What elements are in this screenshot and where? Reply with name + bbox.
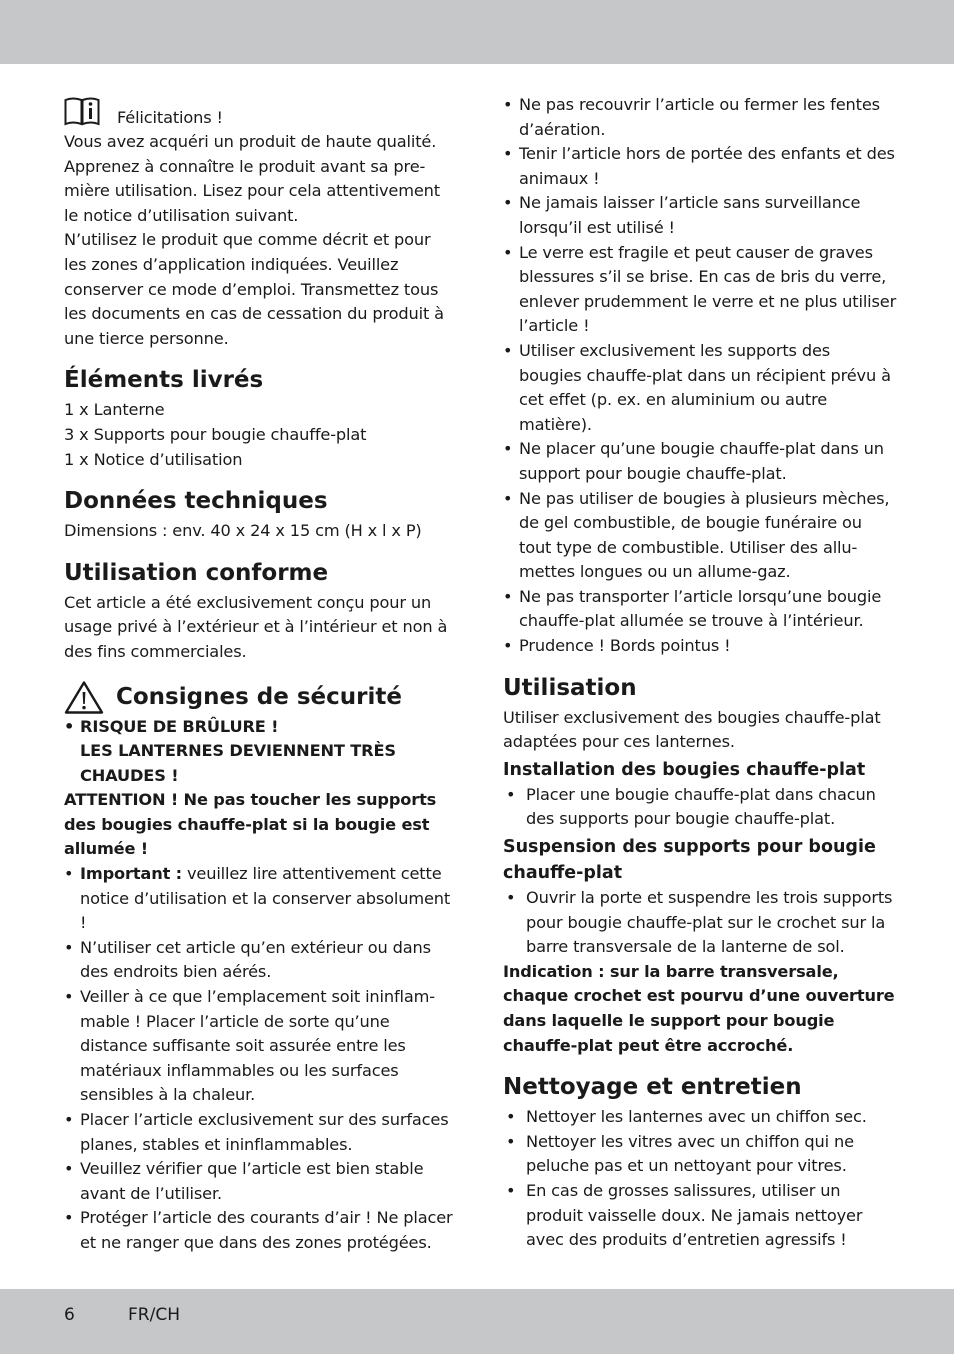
safety-item-text: Le verre est fragile et peut causer de graves blessures s’il se brise. En cas de bris du verre, enlever prudemment le verre et ne plus utiliser l’article ! — [519, 242, 897, 336]
bullet: • — [506, 1131, 516, 1151]
important-label: Important : — [80, 864, 182, 884]
elements-item-2: 3 x Supports pour bougie chauffe-plat — [64, 424, 367, 444]
bullet: • — [503, 242, 513, 262]
cleaning-item-text: Nettoyer les vitres avec un chiffon qui ne peluche pas et un nettoyant pour vitres. — [526, 1131, 854, 1176]
suspension-item-text: Ouvrir la porte et suspendre les trois supports pour bougie chauffe-plat sur le crochet sur la barre transversale de la lanterne de sol. — [526, 888, 893, 957]
tech-dimensions: Dimensions : env. 40 x 24 x 15 cm (H x l x P) — [64, 521, 422, 541]
elements-heading: Éléments livrés — [64, 367, 264, 394]
safety-item-text: Tenir l’article hors de portée des enfants et des animaux ! — [519, 144, 895, 188]
intro-header — [64, 94, 456, 130]
bullet: • — [503, 144, 513, 164]
cleaning-item-text: Nettoyer les lanternes avec un chiffon sec. — [526, 1107, 867, 1127]
warning-triangle-icon — [64, 680, 104, 715]
important-text: veuillez lire attentivement cette notice d’utilisation et la conserver absolument ! — [80, 864, 451, 933]
bullet: • — [506, 1180, 516, 1200]
bullet: • — [64, 987, 74, 1007]
page-language: FR/CH — [128, 1305, 180, 1325]
bullet: • — [64, 1208, 74, 1228]
safety-burn-warning — [64, 715, 456, 789]
burn-line-2: LES LANTERNES DEVIENNENT TRÈS CHAUDES ! — [80, 741, 396, 785]
bullet: • — [503, 193, 513, 213]
safety-item — [503, 634, 897, 659]
safety-item-text: Ne pas recouvrir l’article ou fermer les fentes d’aération. — [519, 95, 880, 139]
safety-item-text: Veuillez vérifier que l’article est bien stable avant de l’utiliser. — [80, 1159, 424, 1203]
bullet: • — [503, 488, 513, 508]
safety-item-text: Ne pas transporter l’article lorsqu’une bougie chauffe-plat allumée se trouve à l’intérieur. — [519, 586, 882, 631]
intro-paragraph-2: N’utilisez le produit que comme décrit et pour les zones d’application indiquées. Veuillez conserver ce mode d’emploi. Transmettez tous les documents en cas de cessation du produit à une tierce personne. — [64, 230, 444, 348]
safety-item — [503, 191, 897, 240]
safety-item-text: Ne pas utiliser de bougies à plusieurs mèches, de gel combustible, de bougie funéraire ou tout type de combustible. Utiliser des allumettes longues ou un allume-gaz. — [519, 488, 890, 582]
bullet: • — [64, 716, 75, 736]
safety-item-text: Utiliser exclusivement les supports des bougies chauffe-plat dans un récipient prévu à cet effet (p. ex. en aluminium ou autre matière). — [519, 340, 891, 434]
safety-item-text: Ne placer qu’une bougie chauffe-plat dans un support pour bougie chauffe-plat. — [519, 439, 884, 483]
safety-important — [64, 862, 456, 936]
safety-item — [503, 142, 897, 191]
suspension-heading: Suspension des supports pour bougie chauffe-plat — [503, 837, 876, 884]
bullet: • — [506, 888, 516, 908]
cleaning-item — [503, 1130, 897, 1179]
bullet: • — [503, 95, 513, 114]
safety-item — [64, 1108, 456, 1157]
safety-item-text: N’utiliser cet article qu’en extérieur ou dans des endroits bien aérés. — [80, 937, 431, 982]
safety-item — [64, 1157, 456, 1206]
safety-item — [503, 241, 897, 339]
cleaning-item — [503, 1179, 897, 1253]
safety-item — [503, 339, 897, 437]
usage-text: Cet article a été exclusivement conçu pour un usage privé à l’extérieur et à l’intérieur et non à des fins commerciales. — [64, 592, 448, 661]
bullet: • — [503, 636, 513, 656]
safety-item-text: Prudence ! Bords pointus ! — [519, 636, 731, 656]
install-item-text: Placer une bougie chauffe-plat dans chacun des supports pour bougie chauffe-plat. — [526, 784, 876, 829]
book-info-icon — [64, 96, 100, 126]
intro-title: Félicitations ! — [117, 108, 223, 127]
safety-item — [64, 985, 456, 1108]
elements-item-3: 1 x Notice d’utilisation — [64, 449, 243, 469]
safety-item — [503, 585, 897, 634]
bullet: • — [64, 1159, 74, 1179]
burn-line-1: RISQUE DE BRÛLURE ! — [80, 716, 279, 736]
cleaning-item — [503, 1105, 897, 1130]
right-column — [503, 93, 897, 1253]
utilisation-heading: Utilisation — [503, 674, 637, 701]
tech-heading: Données techniques — [64, 488, 328, 515]
bullet: • — [64, 1110, 74, 1129]
bullet: • — [506, 1107, 516, 1127]
bullet: • — [64, 937, 74, 957]
safety-item — [503, 487, 897, 585]
bullet: • — [503, 439, 513, 459]
suspension-item — [503, 886, 897, 960]
cleaning-heading: Nettoyage et entretien — [503, 1074, 802, 1101]
indication-note: Indication : sur la barre transversale, chaque crochet est pourvu d’une ouverture dans laquelle le support pour bougie chauffe-plat peut être accroché. — [503, 961, 895, 1055]
bullet: • — [64, 864, 74, 884]
utilisation-intro: Utiliser exclusivement des bougies chauffe-plat adaptées pour ces lanternes. — [503, 707, 881, 752]
safety-item — [64, 1206, 456, 1255]
page-number: 6 — [64, 1305, 75, 1325]
usage-heading: Utilisation conforme — [64, 559, 329, 586]
bullet: • — [503, 586, 513, 606]
left-column — [64, 94, 456, 1256]
safety-header — [64, 679, 456, 715]
safety-item — [64, 936, 456, 985]
safety-item-text: Placer l’article exclusivement sur des surfaces planes, stables et ininflammables. — [80, 1110, 449, 1154]
safety-item-text: Veiller à ce que l’emplacement soit ininflammable ! Placer l’article de sorte qu’une distance suffisante soit assurée entre les matériaux inflammables ou les surfaces sensibles à la chaleur. — [80, 987, 436, 1105]
cleaning-item-text: En cas de grosses salissures, utiliser un produit vaisselle doux. Ne jamais nettoyer avec des produits d’entretien agressifs ! — [526, 1180, 863, 1250]
intro-paragraph-1: Vous avez acquéri un produit de haute qualité. Apprenez à connaître le produit avant sa première utilisation. Lisez pour cela attentivement le notice d’utilisation suivant. — [64, 132, 440, 225]
safety-heading: Consignes de sécurité — [116, 683, 402, 710]
bullet: • — [503, 340, 513, 360]
safety-item — [503, 437, 897, 486]
bullet: • — [506, 784, 516, 804]
install-item — [503, 783, 897, 832]
elements-item-1: 1 x Lanterne — [64, 400, 165, 420]
safety-item-text: Ne jamais laisser l’article sans surveillance lorsqu’il est utilisé ! — [519, 193, 861, 237]
safety-item — [503, 93, 897, 142]
safety-item-text: Protéger l’article des courants d’air ! Ne placer et ne ranger que dans des zones protégées. — [80, 1208, 453, 1252]
install-heading: Installation des bougies chauffe-plat — [503, 759, 866, 780]
header-bar — [0, 0, 954, 64]
safety-attention: ATTENTION ! Ne pas toucher les supports des bougies chauffe-plat si la bougie est allumée ! — [64, 790, 437, 859]
